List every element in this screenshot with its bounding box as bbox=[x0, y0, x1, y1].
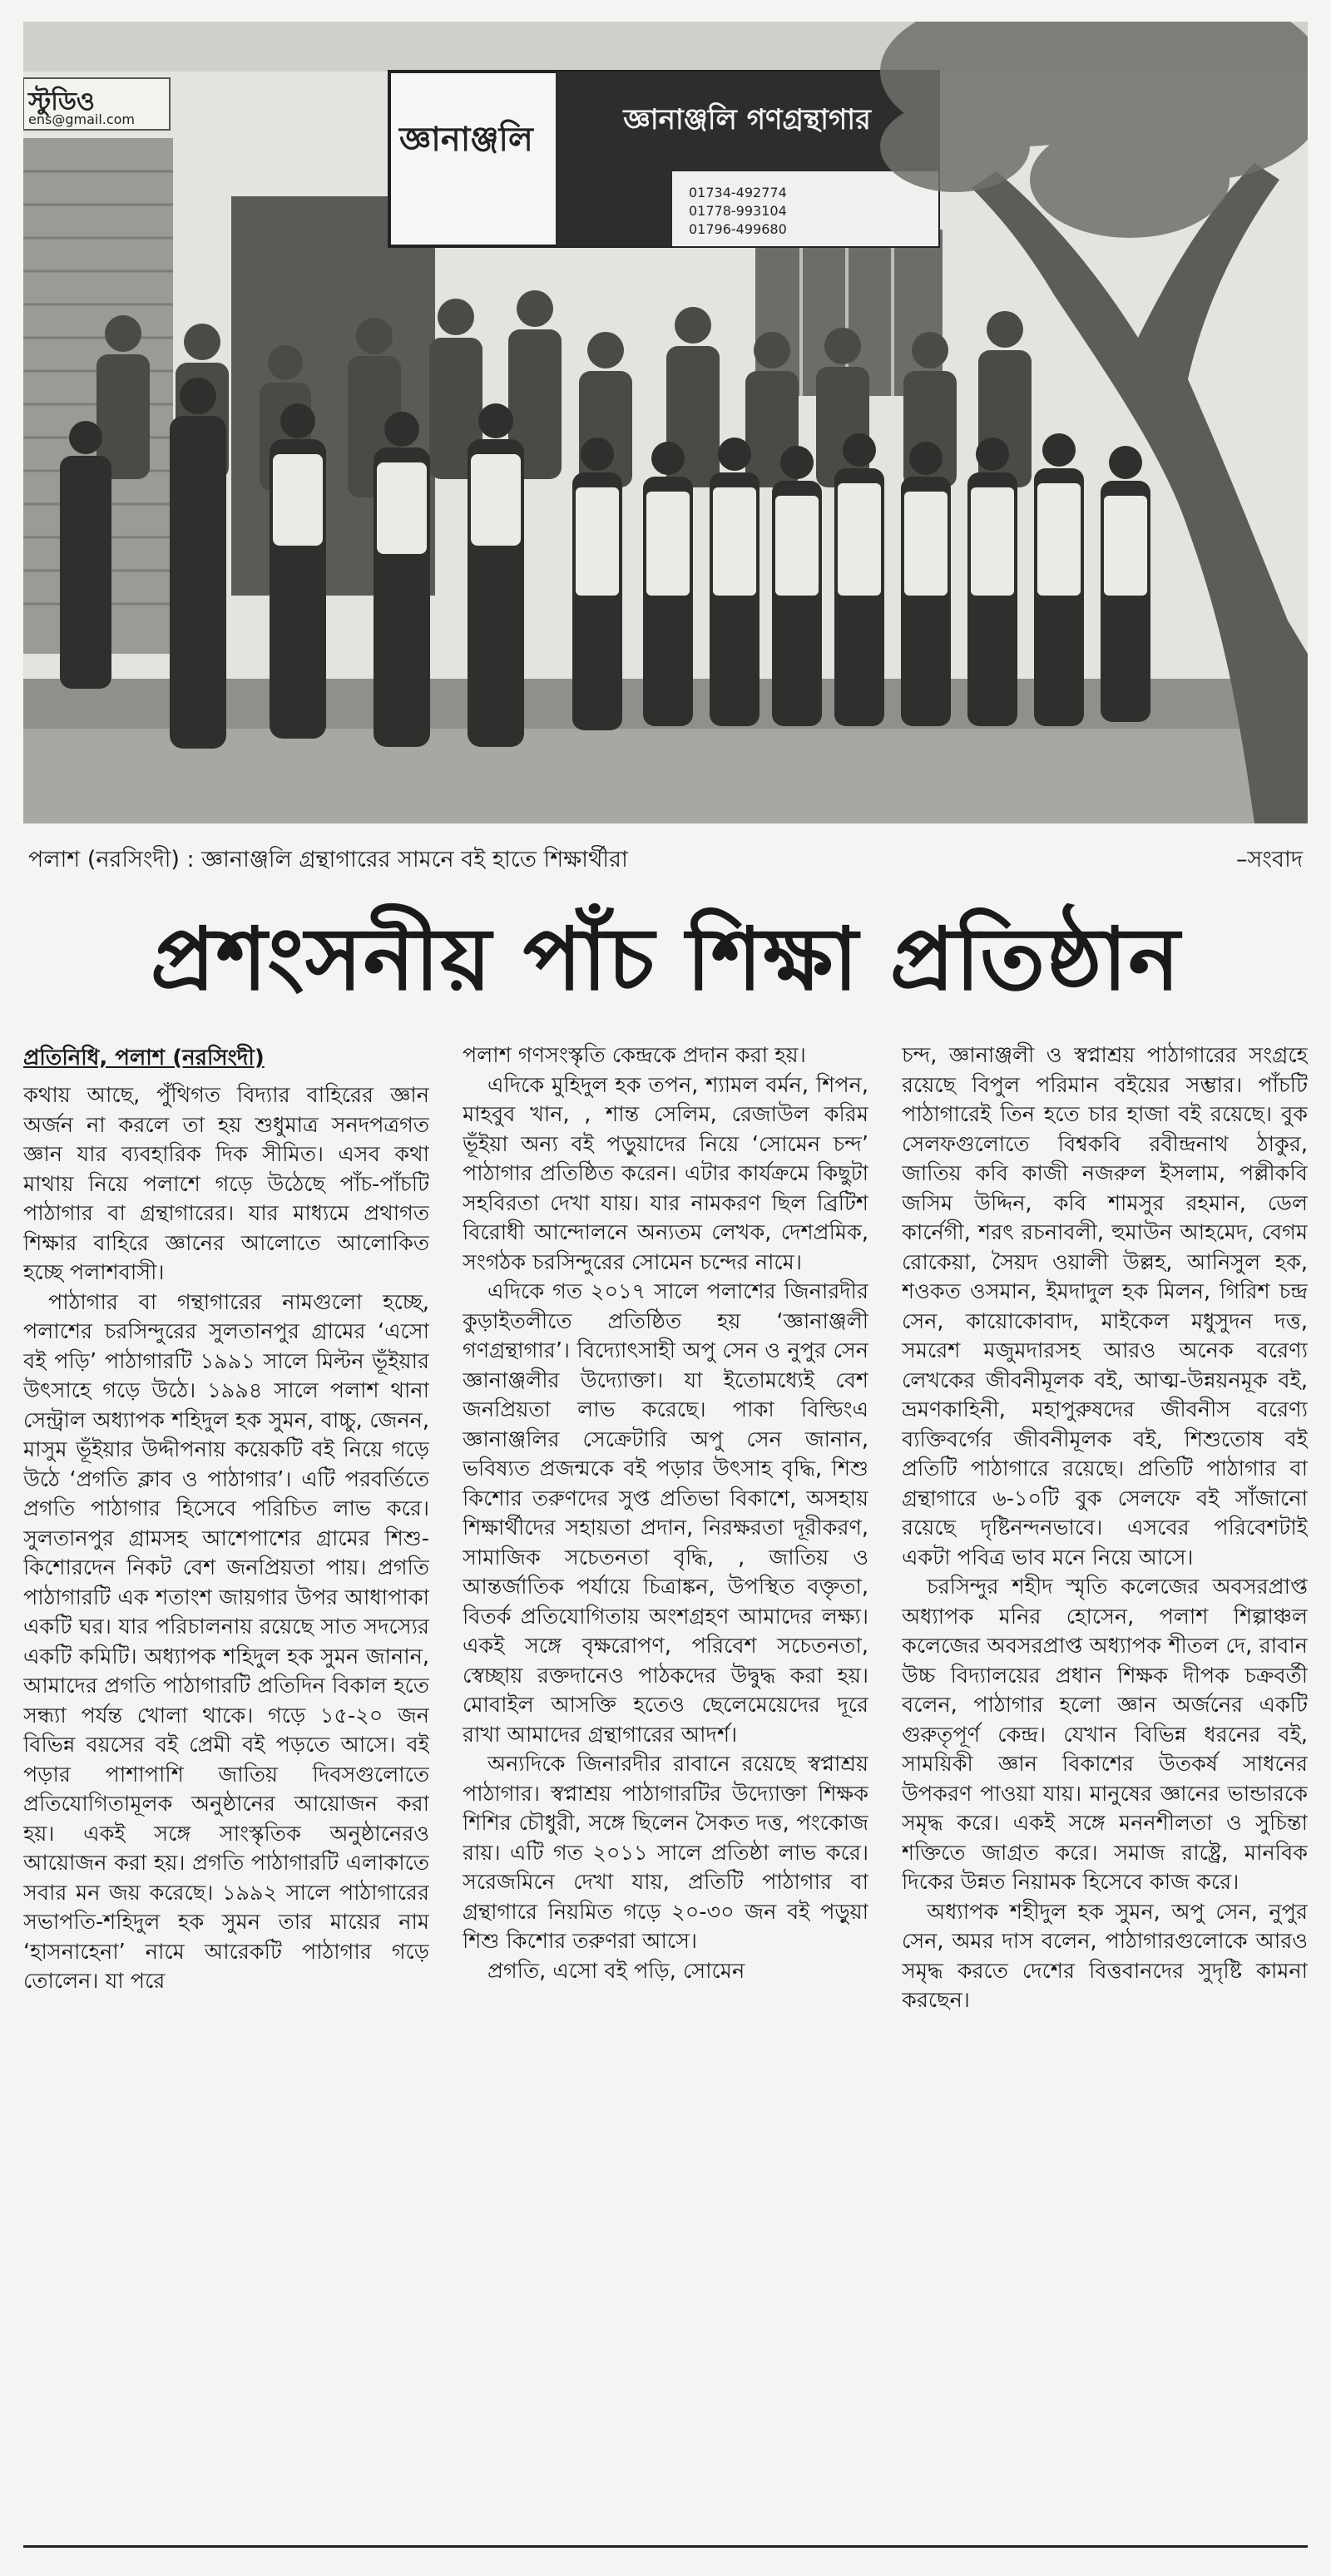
paragraph: অন্যদিকে জিনারদীর রাবানে রয়েছে স্বপ্নাশ্রয় পাঠাগার। স্বপ্নাশ্রয় পাঠাগারটির উদ্যোক্তা শিক্ষক শিশির চৌধুরী, সঙ্গে ছিলেন সৈকত দত্ত, পংকোজ রায়। এটি গত ২০১১ সালে প্রতিষ্ঠা লাভ করে। সরেজমিনে দেখা যায়, প্রতিটি পাঠাগার বা গ্রন্থাগারে নিয়মিত গড়ে ২০-৩০ জন বই পড়ুয়া শিশু কিশোর তরুণরা আসে। bbox=[463, 1752, 868, 1954]
caption-credit: –সংবাদ bbox=[1236, 847, 1303, 873]
paragraph: এদিকে মুহিদুল হক তপন, শ্যামল বর্মন, শিপন, মাহবুব খান, , শান্ত সেলিম, রেজাউল করিম ভূঁইয়া অন্য বই পড়ুয়াদের নিয়ে ‘সোমেন চন্দ’ পাঠাগার প্রতিষ্ঠিত করেন। এটার কার্যক্রমে কিছুটা সহবিরতা দেখা যায়। যার নামকরণ ছিল ব্রিটিশ বিরোধী আন্দোলনে অন্যতম লেখক, দেশপ্রমিক, সংগঠক চরসিন্দুরের সোমেন চন্দের নামে। bbox=[463, 1072, 868, 1275]
paragraph: অধ্যাপক শহীদুল হক সুমন, অপু সেন, নুপুর সেন, অমর দাস বলেন, পাঠাগারগুলোকে আরও সমৃদ্ধ করতে দেশের বিত্তবানদের সুদৃষ্টি কামনা করছেন। bbox=[902, 1899, 1308, 2013]
banner-logo-text: জ্ঞানাঞ্জলি bbox=[399, 121, 533, 159]
caption-text: পলাশ (নরসিংদী) : জ্ঞানাঞ্জলি গ্রন্থাগারের সামনে বই হাতে শিক্ষার্থীরা bbox=[28, 847, 628, 873]
paragraph: এদিকে গত ২০১৭ সালে পলাশের জিনারদীর কুড়াইতলীতে প্রতিষ্ঠিত হয় ‘জ্ঞানাঞ্জলী গণগ্রন্থাগার’। বিদ্যোৎসাহী অপু সেন ও নুপুর সেন জ্ঞানাঞ্জলীর উদ্যোক্তা। যা ইতোমধ্যেই বেশ জনপ্রিয়তা লাভ করেছে। পাকা বিল্ডিংএ জ্ঞানাঞ্জলির সেক্রেটারি অপু সেন জানান, ভবিষ্যত প্রজন্মকে বই পড়ার উৎসাহ বৃদ্ধি, শিশু কিশোর তরুণদের সুপ্ত প্রতিভা বিকাশে, অসহায় শিক্ষার্থীদের সহায়তা প্রদান, নিরক্ষরতা দূরীকরণ, সামাজিক সচেতনতা বৃদ্ধি, , জাতিয় ও আন্তর্জাতিক পর্যায়ে চিত্রাঙ্কন, উপস্থিত বক্তৃতা, বিতর্ক প্রতিযোগিতায় অংশগ্রহণ আমাদের লক্ষ্য। একই সঙ্গে বৃক্ষরোপণ, পরিবেশ সচেতনতা, স্বেচ্ছায় রক্তদানেও পাঠকদের উদ্বুদ্ধ করা হয়। মোবাইল আসক্তি হতেও ছেলেমেয়েদের দূরে রাখা আমাদের গ্রন্থাগারের আদর্শ। bbox=[463, 1279, 868, 1748]
headline: প্রশংসনীয় পাঁচ শিক্ষা প্রতিষ্ঠান bbox=[150, 908, 1181, 1010]
paragraph: পলাশ গণসংস্কৃতি কেন্দ্রকে প্রদান করা হয়। bbox=[463, 1043, 806, 1068]
paragraph: চন্দ, জ্ঞানাঞ্জলী ও স্বপ্নাশ্রয় পাঠাগারের সংগ্রহে রয়েছে বিপুল পরিমান বইয়ের সম্ভার। পাঁচটি পাঠাগারেই তিন হতে চার হাজা বই রয়েছে। বুক সেলফগুলোতে বিশ্বকবি রবীন্দ্রনাথ ঠাকুর, জাতিয় কবি কাজী নজরুল ইসলাম, পল্লীকবি জসিম উদ্দিন, কবি শামসুর রহমান, ডেল কার্নেগী, শরৎ রচনাবলী, হুমাউন আহমেদ, বেগম রোকেয়া, সৈয়দ ওয়ালী উল্লহ, আনিসুল হক, শওকত ওসমান, ইমদাদুল হক মিলন, গিরিশ চন্দ্র সেন, কায়োকোবাদ, মাইকেল মধুসুদন দত্ত, সমরেশ মজুমদারসহ আরও অনেক বরেণ্য লেখকের জীবনীমূলক বই, আত্ম-উন্নয়নমূক বই, ভ্রমণকাহিনী, মহাপুরুষদের জীবনীস বরেণ্য ব্যক্তিবর্গের জীবনীমূলক বই, শিশুতোষ বই প্রতিটি পাঠাগারে রয়েছে। প্রতিটি পাঠাগার বা গ্রন্থাগারে ৬-১০টি বুক সেলফে বই সাঁজানো রয়েছে দৃষ্টিনন্দনভাবে। এসবের পরিবেশটাই একটা পবিত্র ভাব মনে নিয়ে আসে। bbox=[902, 1043, 1308, 1570]
banner-phone: 01734-492774 bbox=[689, 185, 787, 200]
banner-phone: 01778-993104 bbox=[689, 203, 787, 219]
paragraph: পাঠাগার বা গন্থাগারের নামগুলো হচ্ছে, পলাশের চরসিন্দুরের সুলতানপুর গ্রামের ‘এসো বই পড়ি’ পাঠাগারটি ১৯৯১ সালে মিল্টন ভূঁইয়ার উৎসাহে গড়ে উঠে। ১৯৯৪ সালে পলাশ থানা সেন্ট্রাল অধ্যাপক শহিদুল হক সুমন, বাচ্চু, জেনন, মাসুম ভূঁইয়ার উদ্দীপনায় কয়েকটি বই নিয়ে গড়ে উঠে ‘প্রগতি ক্লাব ও পাঠাগার’। এটি পরবর্তিতে প্রগতি পাঠাগার হিসেবে পরিচিত লাভ করে। সুলতানপুর গ্রামসহ আশেপাশের গ্রামের শিশু- কিশোরদেন নিকট বেশ জনপ্রিয়তা পায়। প্রগতি পাঠাগারটি এক শতাংশ জায়গার উপর আধাপাকা একটি ঘর। যার পরিচালনায় রয়েছে সাত সদস্যের একটি কমিটি। অধ্যাপক শহিদুল হক সুমন জানান, আমাদের প্রগতি পাঠাগারটি প্রতিদিন বিকাল হতে সন্ধ্যা পর্যন্ত খোলা থাকে। গড়ে ১৫-২০ জন বিভিন্ন বয়সের বই প্রেমী বই পড়তে আসে। বই পড়ার পাশাপাশি জাতিয় দিবসগুলোতে প্রতিযোগিতামূলক অনুষ্ঠানের আয়োজন করা হয়। একই সঙ্গে সাংস্কৃতিক অনুষ্ঠানেরও আয়োজন করা হয়। প্রগতি পাঠাগারটি এলাকাতে সবার মন জয় করেছে। ১৯৯২ সালে পাঠাগারের সভাপতি-শহিদুল হক সুমন তার মায়ের নাম ‘হাসনাহেনা’ নামে আরেকটি পাঠাগার গড়ে তোলেন। যা পরে bbox=[23, 1289, 429, 1994]
byline: প্রতিনিধি, পলাশ (নরসিংদী) bbox=[23, 1046, 265, 1070]
shop-sign-text: স্টুডিও bbox=[28, 87, 95, 116]
article-column-2 bbox=[463, 1041, 868, 2522]
banner-phone: 01796-499680 bbox=[689, 221, 787, 237]
bottom-rule bbox=[23, 2545, 1308, 2548]
article-column-1 bbox=[23, 1041, 429, 2522]
article-body bbox=[23, 1041, 1308, 2522]
photo-caption bbox=[23, 842, 1308, 878]
paragraph: কথায় আছে, পুঁথিগত বিদ্যার বাহিরের জ্ঞান অর্জন না করলে তা হয় শুধুমাত্র সনদপত্রগত জ্ঞান যার ব্যবহারিক দিক সীমিত। এসব কথা মাথায় নিয়ে পলাশে গড়ে উঠেছে পাঁচ-পাঁচটি পাঠাগার বা গ্রন্থাগারের। যার মাধ্যমে প্রথাগত শিক্ষার বাহিরে জ্ঞানের আলোতে আলোকিত হচ্ছে পলাশবাসী। bbox=[23, 1083, 429, 1285]
news-photo bbox=[23, 22, 1308, 823]
article-column-3 bbox=[902, 1041, 1308, 2522]
paragraph: প্রগতি, এসো বই পড়ি, সোমেন bbox=[487, 1958, 745, 1984]
shop-sign-email: ens@gmail.com bbox=[28, 111, 136, 127]
banner-library-name: জ্ঞানাঞ্জলি গণগ্রন্থাগার bbox=[623, 103, 871, 136]
paragraph: চরসিন্দুর শহীদ স্মৃতি কলেজের অবসরপ্রাপ্ত অধ্যাপক মনির হোসেন, পলাশ শিল্পাঞ্চল কলেজের অবসরপ্রাপ্ত অধ্যাপক শীতল দে, রাবান উচ্চ বিদ্যালয়ের প্রধান শিক্ষক দীপক চক্রবর্তী বলেন, পাঠাগার হলো জ্ঞান অর্জনের একটি গুরুতৃপূর্ণ কেন্দ্র। যেখান বিভিন্ন ধরনের বই, সাময়িকী জ্ঞান বিকাশের উতকর্ষ সাধনের উপকরণ পাওয়া যায়। মানুষের জ্ঞানের ভান্ডারকে সমৃদ্ধ করে। একই সঙ্গে মননশীলতা ও সুচিন্তা শক্তিতে জাগ্রত করে। সমাজ রাষ্ট্রে, মানবিক দিকের উন্নত নিয়ামক হিসেবে কাজ করে। bbox=[902, 1575, 1308, 1895]
